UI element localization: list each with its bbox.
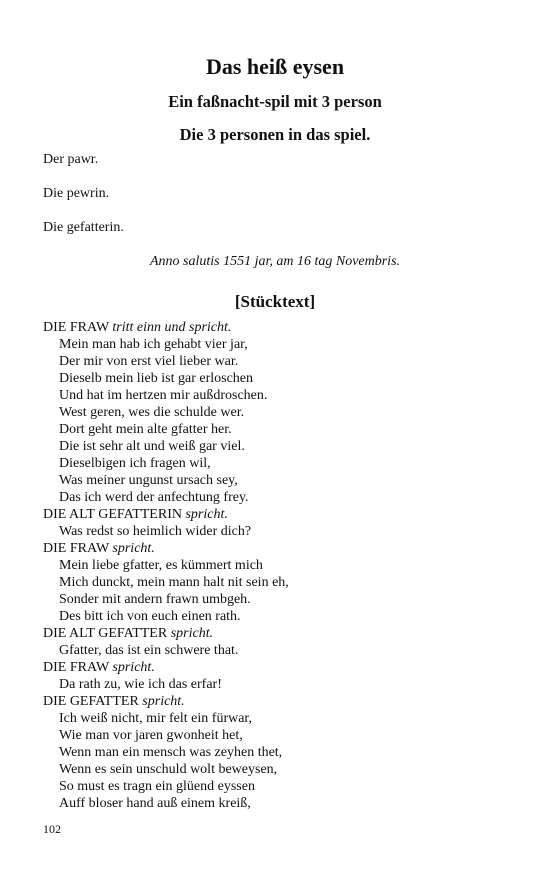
verse-line: Auff bloser hand auß einem kreiß, xyxy=(59,796,251,811)
verse-line: Mein liebe gfatter, es kümmert mich xyxy=(59,558,263,573)
verse-line: Dort geht mein alte gfatter her. xyxy=(59,422,232,437)
verse-line: Der mir von erst viel lieber war. xyxy=(59,354,239,369)
stage-direction: spricht. xyxy=(170,626,214,641)
dramatis-personae-heading: Die 3 personen in das spiel. xyxy=(179,125,371,144)
speaker-name: DIE FRAW xyxy=(43,541,109,556)
speaker-line xyxy=(43,506,513,523)
page-number: 102 xyxy=(43,822,61,836)
stage-direction: spricht. xyxy=(112,541,155,556)
verse-line: So must es tragn ein glüend eyssen xyxy=(59,779,255,794)
verse-line: Des bitt ich von euch einen rath. xyxy=(59,609,241,624)
verse-line: Wie man vor jaren gwonheit het, xyxy=(59,728,243,743)
stage-direction: spricht. xyxy=(185,507,228,522)
persona-pewrin: Die pewrin. xyxy=(43,186,110,201)
play-subtitle: Ein faßnacht-spil mit 3 person xyxy=(168,92,382,111)
verse-line: Und hat im hertzen mir außdroschen. xyxy=(59,388,268,403)
verse-line: Sonder mit andern frawn umbgeh. xyxy=(59,592,251,607)
persona-gefatterin: Die gefatterin. xyxy=(43,220,124,235)
verse-line: Dieselb mein lieb ist gar erloschen xyxy=(59,371,253,386)
verse-line: Das ich werd der anfechtung frey. xyxy=(59,490,249,505)
verse-line: Wenn man ein mensch was zeyhen thet, xyxy=(59,745,283,760)
stage-direction: spricht. xyxy=(142,694,185,709)
speaker-name: DIE GEFATTER xyxy=(43,694,139,709)
verse-line: Was redst so heimlich wider dich? xyxy=(59,524,252,539)
play-title: Das heiß eysen xyxy=(205,54,345,79)
verse-line: Die ist sehr alt und weiß gar viel. xyxy=(59,439,245,454)
speaker-name: DIE ALT GEFATTERIN xyxy=(43,507,182,522)
verse-line: Gfatter, das ist ein schwere that. xyxy=(59,643,239,658)
speaker-line xyxy=(43,319,513,336)
verse-line: Was meiner ungunst ursach sey, xyxy=(59,473,238,488)
verse-line: Mein man hab ich gehabt vier jar, xyxy=(59,337,248,352)
speaker-name: DIE ALT GEFATTER xyxy=(43,626,168,641)
verse-line: Ich weiß nicht, mir felt ein fürwar, xyxy=(59,711,253,726)
speaker-line xyxy=(43,625,513,642)
persona-pawr: Der pawr. xyxy=(43,152,99,167)
stage-direction: tritt einn und spricht. xyxy=(112,320,232,335)
verse-line: West geren, wes die schulde wer. xyxy=(59,405,245,420)
verse-line: Da rath zu, wie ich das erfar! xyxy=(59,677,222,692)
speaker-line xyxy=(43,693,513,710)
speaker-name: DIE FRAW xyxy=(43,660,109,675)
play-text xyxy=(43,319,513,812)
stage-direction: spricht. xyxy=(112,660,155,675)
section-heading: [Stücktext] xyxy=(234,292,316,311)
speaker-line xyxy=(43,540,513,557)
verse-line: Wenn es sein unschuld wolt beweysen, xyxy=(59,762,278,777)
verse-line: Dieselbigen ich fragen wil, xyxy=(59,456,211,471)
verse-line: Mich dunckt, mein mann halt nit sein eh, xyxy=(59,575,289,590)
speaker-line xyxy=(43,659,513,676)
speaker-name: DIE FRAW xyxy=(43,320,109,335)
date-line: Anno salutis 1551 jar, am 16 tag Novembris. xyxy=(149,254,401,269)
